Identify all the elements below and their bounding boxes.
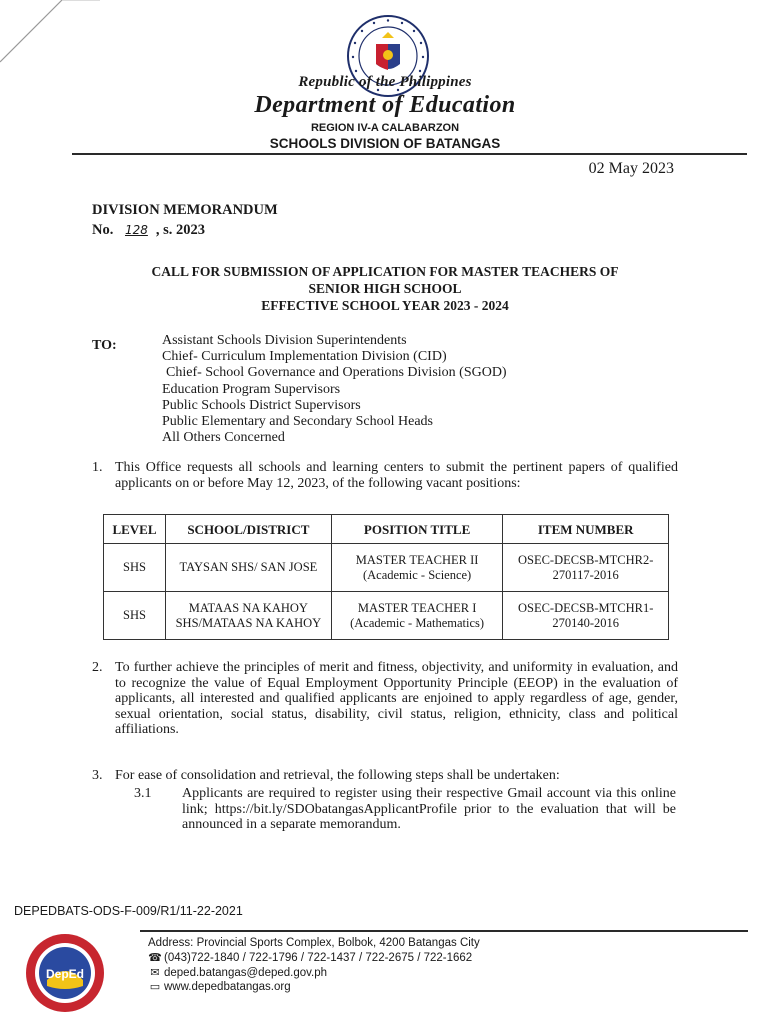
table-header-row: [104, 515, 669, 544]
column-header: ITEM NUMBER: [503, 515, 669, 544]
phone-text: (043)722-1840 / 722-1796 / 722-1437 / 722-2675 / 722-1662: [164, 951, 473, 964]
memo-series: , s. 2023: [155, 222, 206, 238]
memo-title: DIVISION MEMORANDUM: [92, 202, 278, 218]
subject-line-1: CALL FOR SUBMISSION OF APPLICATION FOR MASTER TEACHERS OF: [151, 264, 619, 279]
recipient-item: Public Elementary and Secondary School Heads: [162, 414, 433, 430]
cell-item-number: OSEC-DECSB-MTCHR2-270117-2016: [503, 544, 669, 592]
paragraph-number: 3.: [92, 768, 103, 783]
region-heading: REGION IV-A CALABARZON: [310, 122, 460, 134]
cell-level: SHS: [104, 592, 166, 640]
paragraph-number: 2.: [92, 660, 103, 675]
phone-icon: ☎: [148, 951, 162, 964]
footer-website: [148, 980, 480, 995]
step-number: 3.1: [134, 786, 152, 801]
paragraph-text: For ease of consolidation and retrieval, the following steps shall be undertaken:: [115, 768, 560, 783]
footer-phone: [148, 951, 480, 966]
footer-email: [148, 966, 480, 981]
recipient-list: [162, 333, 507, 446]
address-text: Address: Provincial Sports Complex, Bolbok, 4200 Batangas City: [148, 937, 480, 949]
cell-school: TAYSAN SHS/ SAN JOSE: [165, 544, 331, 592]
recipient-item: Assistant Schools Division Superintendents: [162, 333, 407, 348]
department-heading: Department of Education: [254, 92, 516, 118]
recipient-item: Chief- School Governance and Operations Division (SGOD): [166, 365, 507, 381]
column-header: SCHOOL/DISTRICT: [165, 515, 331, 544]
footer-address: [148, 936, 480, 951]
paragraph-2: [92, 660, 678, 738]
contact-footer: [148, 936, 480, 995]
division-heading: SCHOOLS DIVISION OF BATANGAS: [269, 136, 501, 151]
paragraph-1: [92, 460, 678, 491]
memo-number-handwritten: 128: [124, 223, 148, 237]
table-row: [104, 544, 669, 592]
subject-line-2: SENIOR HIGH SCHOOL: [308, 281, 462, 296]
step-3-1: [134, 786, 676, 833]
cell-position: MASTER TEACHER I (Academic - Mathematics): [331, 592, 503, 640]
logo-text: DepEd: [45, 967, 85, 981]
envelope-icon: ✉: [150, 966, 160, 979]
footer-divider: [140, 930, 748, 932]
email-text[interactable]: deped.batangas@deped.gov.ph: [164, 966, 328, 979]
subject-line-3: EFFECTIVE SCHOOL YEAR 2023 - 2024: [261, 298, 509, 313]
cell-position: MASTER TEACHER II (Academic - Science): [331, 544, 503, 592]
table-row: [104, 592, 669, 640]
memo-date: 02 May 2023: [588, 160, 674, 177]
scan-fold-mark: [0, 0, 100, 70]
deped-batangas-logo-icon: [24, 932, 106, 1014]
paragraph-3: [92, 768, 678, 784]
cell-school: MATAAS NA KAHOY SHS/MATAAS NA KAHOY: [165, 592, 331, 640]
paragraph-text: To further achieve the principles of merit and fitness, objectivity, and uniformity in evaluation, and to recognize the value of Equal Employment Opportunity Principle (EEOP) in the evaluation of applicants, all interested and qualified applicants are enjoined to apply regardless of age, gender, sexual orientation, social status, disability, civil status, religion, ethnicity, class and political affiliations.: [115, 660, 678, 738]
column-header: LEVEL: [104, 515, 166, 544]
paragraph-number: 1.: [92, 460, 103, 475]
form-code: DEPEDBATS-ODS-F-009/R1/11-22-2021: [14, 904, 243, 918]
column-header: POSITION TITLE: [331, 515, 503, 544]
cell-level: SHS: [104, 544, 166, 592]
recipient-item: Chief- Curriculum Implementation Division (CID): [162, 349, 447, 365]
recipient-item: All Others Concerned: [162, 430, 285, 446]
to-label: TO:: [92, 338, 117, 353]
website-link[interactable]: www.depedbatangas.org: [164, 981, 291, 994]
cell-item-number: OSEC-DECSB-MTCHR1-270140-2016: [503, 592, 669, 640]
step-text: Applicants are required to register using their respective Gmail account via this online link; https://bit.ly/SDObatangasApplicantProfile prior to the evaluation that will be announced in a separate memorandum.: [182, 786, 676, 833]
memo-number-line: [92, 222, 205, 239]
vacant-positions-table: [103, 514, 669, 640]
monitor-icon: ▭: [149, 981, 161, 994]
letterhead-divider: [72, 153, 747, 155]
paragraph-text: This Office requests all schools and learning centers to submit the pertinent papers of qualified applicants on or before May 12, 2023, of the following vacant positions:: [115, 460, 678, 491]
recipient-item: Education Program Supervisors: [162, 381, 341, 397]
recipient-item: Public Schools District Supervisors: [162, 397, 361, 413]
memo-number-prefix: No.: [92, 222, 114, 238]
republic-heading: Republic of the Philippines: [298, 74, 472, 90]
